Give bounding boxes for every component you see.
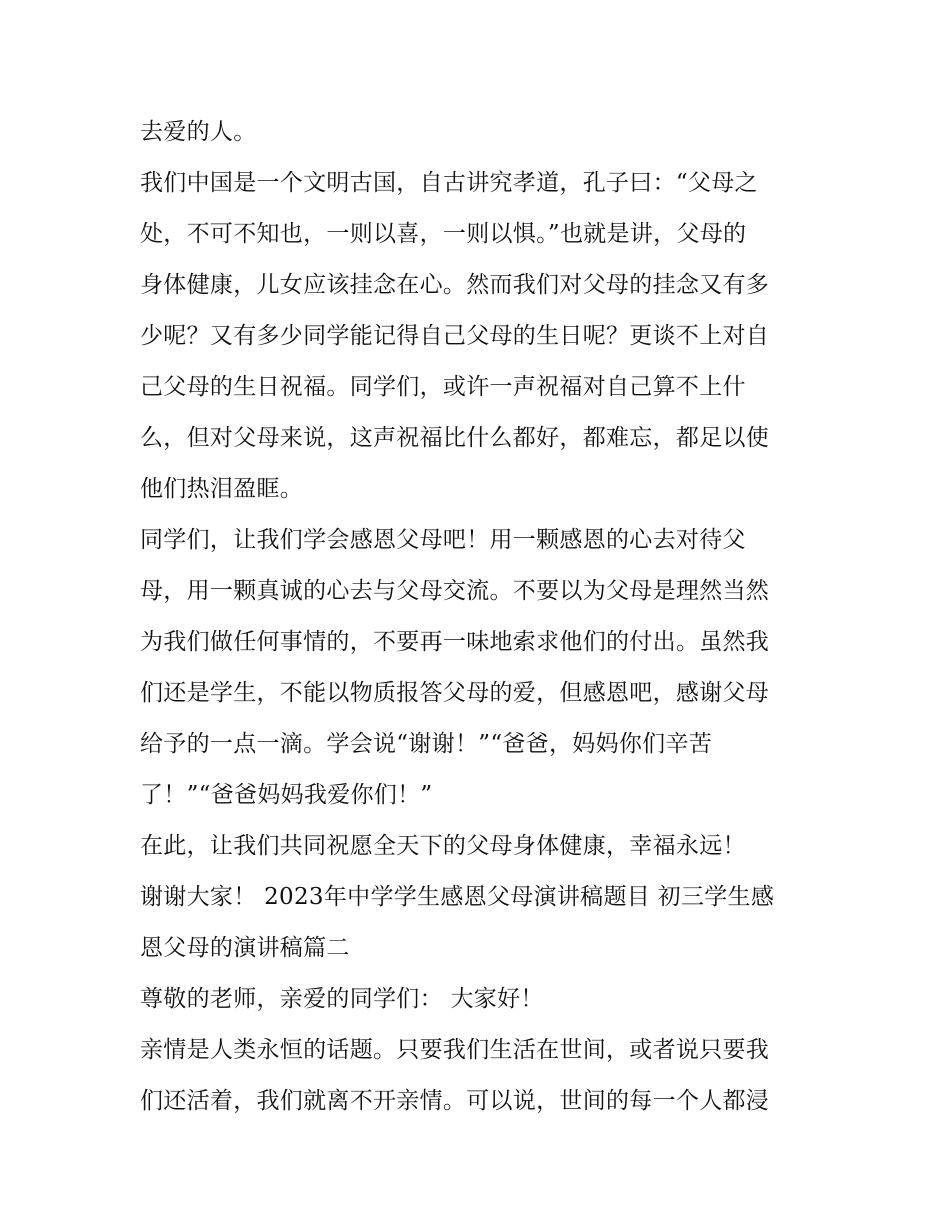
text-line: 同学们，让我们学会感恩父母吧！用一颗感恩的心去对待父: [140, 527, 746, 553]
text-line: 己父母的生日祝福。同学们，或许一声祝福对自己算不上什: [140, 374, 746, 400]
text-line: 处，不可不知也，一则以喜，一则以惧。”也就是讲，父母的: [140, 221, 747, 247]
text-line: 为我们做任何事情的，不要再一味地索求他们的付出。虽然我: [140, 629, 770, 655]
text-line: 谢谢大家！ 2023年中学学生感恩父母演讲稿题目 初三学生感: [140, 884, 775, 910]
text-line: 么，但对父母来说，这声祝福比什么都好，都难忘，都足以使: [140, 425, 770, 451]
text-line: 了！”“爸爸妈妈我爱你们！”: [140, 782, 433, 808]
text-line: 们还活着，我们就离不开亲情。可以说，世间的每一个人都浸: [140, 1088, 770, 1114]
text-line: 去爱的人。: [140, 119, 257, 145]
text-line: 我们中国是一个文明古国，自古讲究孝道，孔子曰：“父母之: [140, 170, 758, 196]
text-line: 亲情是人类永恒的话题。只要我们生活在世间，或者说只要我: [140, 1037, 770, 1063]
text-line: 尊敬的老师，亲爱的同学们： 大家好！: [140, 986, 544, 1012]
text-line: 恩父母的演讲稿篇二: [140, 935, 350, 961]
text-line: 在此，让我们共同祝愿全天下的父母身体健康，幸福永远！: [140, 833, 746, 859]
text-line: 给予的一点一滴。学会说“谢谢！”“爸爸，妈妈你们辛苦: [140, 731, 713, 757]
text-line: 他们热泪盈眶。: [140, 476, 304, 502]
document-body: [140, 107, 820, 1127]
text-line: 们还是学生，不能以物质报答父母的爱，但感恩吧，感谢父母: [140, 680, 770, 706]
text-line: 母，用一颗真诚的心去与父母交流。不要以为父母是理然当然: [140, 578, 770, 604]
text-line: 身体健康，儿女应该挂念在心。然而我们对父母的挂念又有多: [140, 272, 770, 298]
text-line: 少呢？又有多少同学能记得自己父母的生日呢？更谈不上对自: [140, 323, 770, 349]
